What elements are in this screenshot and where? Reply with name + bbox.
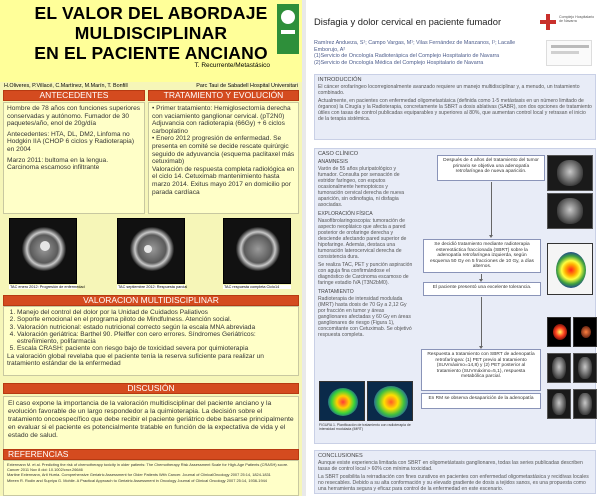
pet-dose-image <box>547 243 593 295</box>
introduccion-p2: Actualmente, en pacientes con enfermedad oligometastásica (definida como 1-5 metástasis en un número limitado de órganos) la Cirugía y la Radioterapia, concretamente la SBRT a dosis ablativas (SABR), son dos opciones de tratamiento útiles con tasas de control publicadas equiparables y superiores al 80%, que aumentan control local y retrasan el inicio de la terapia sistémica. <box>318 98 592 122</box>
valoracion-list <box>7 309 295 353</box>
qr-thumbnail-icon <box>546 40 592 66</box>
introduccion-p1: El cáncer orofaríngeo locorregionalmente avanzado requiere un manejo multidisciplinar y, a menudo, un tratamiento combinado. <box>318 84 580 96</box>
caso-clinico-box <box>314 148 596 444</box>
flow-box-3: El paciente presentó una excelente tolerancia. <box>423 282 541 296</box>
pet-image-after <box>573 317 597 347</box>
list-item: 4. Valoración geriátrica: Barthel 90. Pfeiffer con cero errores. Síndromes Geriátricos: estreñimiento, polifarmacia <box>17 331 295 346</box>
valoracion-box <box>3 306 299 376</box>
mri-image-6 <box>573 389 597 419</box>
antecedentes-box <box>3 102 145 214</box>
ct-caption-1: TAC enero 2012: Progresión de enfermedad <box>10 285 85 289</box>
antecedentes-heading: ANTECEDENTES <box>3 90 145 101</box>
valoracion-footer: La valoración global revelaba que el paciente tenía la reserva suficiente para realizar un tratamiento estándar de la enfermedad <box>7 352 264 368</box>
ct-image-2 <box>117 218 185 284</box>
discusion-heading: DISCUSIÓN <box>3 383 299 394</box>
flow-box-1: Después de 4 años del tratamiento del tumor primario se objetiva una adenopatía retrofaríngea de nueva aparición. <box>437 155 545 181</box>
poster-right-authors: Ramírez Andueza, S¹; Campo Vargas, M¹; Vilas Fernández de Manzanos, I¹; Lacalle Emborujo, A² (1)Servicio de Oncología Radioterápica del Complejo Hospitalario de Navarra (2)Servicio de Oncología Médica del Complejo Hospitalario de Navarra <box>314 40 516 66</box>
poster-left-subtitle: T. Recurrente/Metastásico <box>194 62 270 69</box>
poster-right-title: Disfagia y dolor cervical en paciente fumador <box>314 16 502 27</box>
exploracion-heading: EXPLORACIÓN FÍSICA <box>318 211 373 217</box>
list-item: 2. Soporte emocional en el programa piloto de Mindfulness. Atención social. <box>17 316 295 323</box>
ct-image-1 <box>9 218 77 284</box>
antecedentes-p1: Hombre de 78 años con funciones superiores conservadas y autónomo. Fumador de 30 paquetes/año, enol de 20g/día <box>7 105 141 128</box>
tratamiento-text: Radioterapia de intensidad modulada (IMRT) hasta dosis de 70 Gy a 2,12 Gy por fracción en tumor y áreas ganglionares afectadas y 60 Gy en áreas ganglionares de riesgo (Figura 1), concomitante con Cetuximab. Se objetivó respuesta completa. <box>318 296 412 338</box>
discusion-box <box>3 396 299 450</box>
hospital-logo-icon <box>277 4 299 54</box>
list-item: 1. Manejo del control del dolor por la Unidad de Cuidados Paliativos <box>17 309 295 316</box>
reference-3: Mireen R. Rodin and Supriya G. Mohile. A Practical Approach to Geriatric Assessment in Oncology Journal of Clinical Oncology 2007 25:14, 1936-1944 <box>7 477 267 483</box>
mri-image-1 <box>547 155 593 191</box>
tratamiento-heading: TRATAMIENTO <box>318 289 354 295</box>
flow-box-5: En RM se observa desaparición de la adenopatía <box>421 393 541 409</box>
hospital-logo <box>540 14 596 36</box>
tratamiento-b1: • Primer tratamiento: Hemiglosectomía derecha con vaciamiento ganglionar cervical. (pT2N0) Adjuvancia con radioterapia (66Gy) + 6 ciclos carboplatino <box>152 105 291 135</box>
list-item: 3. Valoración nutricional: estado nutricional correcto según la escala MNA abreviada <box>17 324 295 331</box>
mri-image-3 <box>547 353 571 383</box>
conclusiones-heading: CONCLUSIONES <box>318 453 363 459</box>
introduccion-box <box>314 74 596 140</box>
conclusiones-p2: La SBRT posibilita la reirradiación con fines curativos en pacientes con enfermedad oligometastásica y recidivas locales no resecables. Debido a su alta conformación y su elevado gradiente de dosis a tejidos sanos, es una propuesta como una herramienta segura y eficaz para control de la enfermedad en este escenario. <box>318 474 589 492</box>
flow-arrow-1 <box>491 182 492 236</box>
antecedentes-p2: Antecedentes: HTA, DL, DM2, Linfoma no Hodgkin IIA (CHOP 6 ciclos y Radioterapia) en 2004 <box>7 130 135 153</box>
red-cross-icon <box>540 14 556 30</box>
tratamiento-b3: Valoración de respuesta completa radiológica en el ciclo 14. Cetuximab mantenimiento hasta marzo 2014. Exitus mayo 2017 en domicilio por parada cardíaca <box>152 165 295 196</box>
tac-text: Se realiza TAC, PET y punción aspiración con aguja fina confirmándose el diagnóstico de Carcinoma escamoso de faringe estadio IVA (T3N2bM0). <box>318 262 413 286</box>
referencias-box <box>3 460 299 496</box>
poster-right <box>306 0 600 496</box>
pet-image-before <box>547 317 571 347</box>
imrt-image-2 <box>367 381 413 421</box>
tratamiento-b2: • Enero 2012 progresión de enfermedad. Se presenta en comité se decide rescate quirúrgic seguido de adyuvancia (esquema paclitaxel más cetuximab) <box>152 135 295 166</box>
poster-left-header <box>0 0 302 82</box>
institution: Parc Taui de Sabadell Hospital Universitari <box>196 83 298 89</box>
discusion-text: El caso expone la importancia de la valoración multidisciplinar del paciente anciano y la evolución favorable de un largo respondedor a la quimioterapia. La decisión sobre el tratamiento oncoespecífico que debe recibir el paciente geriátrico debe basarse principalmente en evaluar si el paciente es potencialmente tratable en función de la expectativa de vida y el estado de salud. <box>8 400 294 439</box>
caso-heading: CASO CLÍNICO <box>318 151 359 157</box>
tratamiento-heading: TRATAMIENTO Y EVOLUCIÓN <box>148 90 299 101</box>
exploracion-text: Nasofibrolaringoscopia: tumoración de aspecto neoplásico que afecta a pared posterior de orofaringe derecha y desciende afectando pared superior de hipofaringe. Además, destaca una tumoración laterocervical derecha de consistencia dura. <box>318 218 407 260</box>
tratamiento-box <box>148 102 299 214</box>
ct-image-row <box>3 216 299 296</box>
conclusiones-box <box>314 450 596 494</box>
referencias-heading: REFERENCIAS <box>3 449 299 460</box>
logo-text: Complejo Hospitalario de Navarra <box>559 15 595 24</box>
reference-1: Extermann M. et al. Predicting the risk of chemotherapy toxicity in older patients: The Chemotherapy Risk Assessment Scale for High-Age Patients (CRASH) score. Cancer 2011 Nov 8 doi: 10.1002/cncr.26646 <box>7 462 289 473</box>
imrt-image-1 <box>319 381 365 421</box>
mri-image-5 <box>547 389 571 419</box>
reference-2: Martine Extermann, Arti Hurria. Comprehensive Geriatric Assessment for Older Patients With Cancer. Journal of ClinicalOncology 2007 25:14, 1824-1831 <box>7 472 271 478</box>
introduccion-heading: INTRODUCCIÓN <box>318 77 362 83</box>
conclusiones-p1: Aunque existe experiencia limitada con SBRT en oligometástasis ganglionares, todas las series publicadas describen tasas de control local > 60% con mínima toxicidad. <box>318 460 583 472</box>
flow-box-4: Respuesta a tratamiento con SBRT de adenopatía retrofaríngea: (1) PET previo al tratamiento (SUVmáximo=14,8) y (2) PET posterior al tratamiento (SUVmáximo=5,1), respuesta metabólica parcial. <box>421 349 541 391</box>
flow-arrow-3 <box>481 297 482 347</box>
flow-arrow-2 <box>481 274 482 280</box>
ct-caption-2: TAC septiembre 2012: Respuesta parcial <box>118 285 188 289</box>
flow-box-2: Se decidió tratamiento mediante radioterapia estereotáctica fraccionada (SBRT) sobre la adenopatía retrofaríngea izquierda, según esquema 50 Gy en 5 fracciones de 10 Gy, a días alternos. <box>423 239 541 273</box>
valoracion-heading: VALORACION MULTIDISCIPLINAR <box>3 295 299 306</box>
ct-caption-3: TAC respuesta completa Ciclo14 <box>223 285 291 289</box>
ct-image-3 <box>223 218 291 284</box>
figura-1-caption: FIGURA 1. Planificación de tratamiento con radioterapia de intensidad modulada (IMRT) <box>319 423 411 431</box>
authors: H.Oliveres, P.Villacé, C.Martínez, M.Marín, T. Bonfill <box>4 83 128 89</box>
anamnesis-heading: ANAMNESIS <box>318 159 349 165</box>
poster-left-authors <box>4 83 298 89</box>
mri-image-4 <box>573 353 597 383</box>
antecedentes-p3: Marzo 2011: bultoma en la lengua. Carcinoma escamoso infiltrante <box>7 156 109 172</box>
anamnesis-text: Varón de 55 años pluripatológico y fumador. Consulta por sensación de estridor faríngeo, con esputos ocasionalmente hemoptoicos y tumoración cervical derecha de nueva aparición, sin odinofagia, ni disfagia asociadas. <box>318 166 405 208</box>
caso-left-column <box>315 157 417 339</box>
poster-left-title: EL VALOR DEL ABORDAJE MULDISCIPLINAR EN EL PACIENTE ANCIANO <box>34 3 268 63</box>
mri-image-2 <box>547 193 593 229</box>
list-item: 5. Escala CRASH: paciente con riesgo bajo de toxicidad severa por quimioterapia <box>17 345 295 352</box>
